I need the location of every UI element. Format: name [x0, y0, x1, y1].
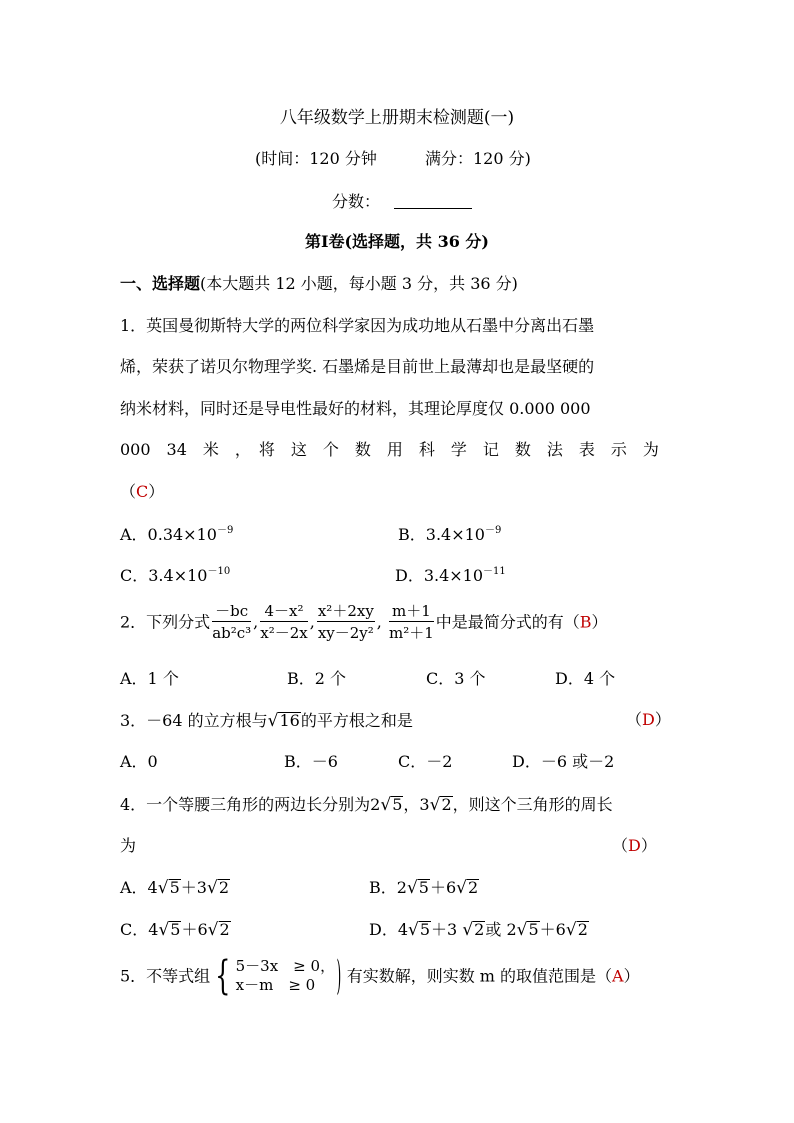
q4-b-label: B．2 [369, 878, 407, 897]
q2-fraction-4 [389, 602, 434, 642]
q2-stem: 2．下列分式 $\frac{-bc}{\text{ab²c³}}$ , $\frac{\text{4－x²}}{\text{x²－2x}}$ , $\frac{\text{x²＋2xy}}{\text{xy－2y²}}$ , $\frac{m+1}{\text{m²＋1}}$ 中是最简分式的有（B） [120, 602, 608, 642]
q4-stem-a: 4．一个等腰三角形的两边长分别为2 [120, 795, 381, 814]
q2-option-c: C．3 个 [426, 669, 486, 688]
q3-stem-b: 的平方根之和是 [300, 711, 413, 730]
q1-paren-close: ） [148, 482, 165, 501]
q2-f2-num: 4－x² [260, 602, 307, 622]
q1-a-label: A．0.34×10 [120, 525, 217, 544]
q4-b-r2: 2 [468, 878, 479, 897]
q4-radicand-1: 5 [392, 795, 403, 814]
q1-line2: 烯，荣获了诺贝尔物理学奖. 石墨烯是目前世上最薄却也是最坚硬的 [120, 357, 595, 376]
q1-option-c [120, 567, 230, 584]
q2-fraction-3 [317, 602, 375, 642]
q4-line2: 为 [120, 836, 137, 855]
q2-fraction-2 [260, 602, 307, 642]
q1-paren-open: （ [120, 482, 137, 501]
q2-option-d: D．4 个 [555, 669, 616, 688]
q4-a-r2: 2 [218, 878, 229, 897]
q5-stem [120, 953, 640, 999]
q2-close: ） [591, 612, 608, 632]
q1-a-exp: －9 [216, 525, 234, 536]
q1-option-b [398, 526, 501, 543]
q4-a-r1: 5 [169, 878, 180, 897]
q1-answer: C [136, 482, 149, 501]
q4-paren-close: ） [640, 836, 657, 855]
q4-b-mid: ＋6 [429, 878, 457, 897]
q4-a-label: A．4 [120, 878, 158, 897]
q1-line3: 纳米材料，同时还是导电性最好的材料，其理论厚度仅 0.000 000 [120, 399, 591, 418]
q4-option-a [120, 879, 230, 897]
q4-stem-b: ，则这个三角形的周长 [452, 795, 613, 814]
q4-option-c [120, 921, 231, 939]
q2-f2-den: x²－2x [260, 624, 308, 642]
q2-f1-den: ab²c³ [212, 624, 252, 642]
score-row [332, 194, 472, 210]
q1-c-exp: －10 [207, 566, 231, 577]
q4-mid: ，3 [403, 795, 430, 814]
section-head: 一、选择题 [120, 274, 201, 293]
q4-c-label: C．4 [120, 920, 159, 939]
part-title: 第Ⅰ卷(选择题，共 36 分) [304, 232, 490, 251]
q4-d-r2: 2 [474, 920, 485, 939]
q4-a-mid: ＋3 [180, 878, 207, 897]
q5-ineq-1: 5－3x ≥ 0， [235, 957, 336, 975]
q4-c-r2: 2 [219, 920, 230, 939]
section-note: (本大题共 12 小题，每小题 3 分，共 36 分) [200, 274, 518, 293]
full-score: 满分：120 分) [425, 149, 531, 168]
q3-paren-open: （ [626, 710, 643, 729]
q3-option-b: B．－6 [284, 752, 338, 771]
q4-d-or: 或 2 [485, 920, 517, 939]
q4-d-mid2: ＋6 [539, 920, 566, 939]
q2-f3-num: x²＋2xy [317, 602, 374, 620]
score-blank [394, 194, 472, 209]
q5-tail: 有实数解，则实数 m 的取值范围是（ [346, 966, 613, 986]
q3-answer: D [642, 710, 655, 729]
q2-f3-den: xy－2y² [317, 624, 374, 642]
radical-icon: √ [408, 920, 419, 940]
q4-d-r4: 2 [577, 920, 588, 939]
q4-d-label: D．4 [369, 920, 409, 939]
q5-inequality-system [236, 957, 335, 995]
q4-c-mid: ＋6 [181, 920, 208, 939]
q1-d-exp: －11 [483, 566, 506, 577]
q4-option-d [369, 921, 589, 939]
left-brace-icon: { [215, 953, 231, 999]
radical-icon: √ [157, 878, 169, 898]
q2-fraction-1 [212, 602, 251, 642]
q1-d-label: D．3.4×10 [395, 566, 484, 585]
q5-lead: 5．不等式组 [120, 966, 211, 986]
q1-line4: 000 34 米 ， 将 这 个 数 用 科 学 记 数 法 表 示 为 [120, 440, 659, 459]
q3-option-c: C．－2 [398, 752, 453, 771]
page-title: 八年级数学上册期末检测题(一) [279, 108, 515, 128]
time-limit: (时间：120 分钟 [255, 149, 377, 168]
q4-c-r1: 5 [170, 920, 181, 939]
q4-option-b [369, 879, 479, 897]
q2-option-b: B．2 个 [287, 669, 347, 688]
q2-option-a: A．1 个 [120, 669, 179, 688]
section-heading [120, 276, 518, 292]
q2-f1-num: －bc [212, 602, 251, 622]
q4-d-r3: 5 [528, 920, 539, 939]
q1-b-label: B．3.4×10 [398, 525, 485, 544]
q2-tail: 中是最简分式的有（ [435, 612, 580, 632]
q3-option-a: A．0 [120, 752, 158, 771]
q1-b-exp: －9 [484, 525, 502, 536]
radical-icon: √ [462, 920, 474, 940]
q4-radicand-2: 2 [441, 795, 452, 814]
q3-radicand: 16 [279, 711, 300, 730]
q3-option-d: D．－6 或－2 [512, 752, 615, 771]
q3-answer-row [626, 712, 671, 728]
q5-close: ） [623, 966, 640, 986]
radical-icon: √ [565, 920, 577, 940]
q5-answer: A [612, 966, 624, 986]
q3-stem [120, 712, 413, 730]
q4-d-mid: ＋3 [431, 920, 463, 939]
q2-lead: 2．下列分式 [120, 612, 211, 632]
q2-answer: B [579, 612, 592, 632]
radical-icon: √ [456, 878, 468, 898]
q1-option-d [395, 567, 506, 584]
q3-stem-a: 3．－64 的立方根与 [120, 711, 268, 730]
q4-radical-icon: √ [380, 795, 392, 815]
q4-radical-icon: √ [429, 795, 441, 815]
q4-answer-row [612, 838, 657, 854]
radical-icon: √ [516, 920, 528, 940]
q4-d-r1: 5 [419, 920, 431, 939]
q3-radical-icon: √ [267, 711, 279, 731]
q4-stem [120, 796, 613, 814]
score-label: 分数： [332, 192, 381, 211]
q1-c-label: C．3.4×10 [120, 566, 208, 585]
q4-answer: D [628, 836, 641, 855]
right-paren-icon: ) [336, 953, 342, 999]
q1-line1: 1．英国曼彻斯特大学的两位科学家因为成功地从石墨中分离出石墨 [120, 316, 595, 335]
radical-icon: √ [406, 878, 418, 898]
q2-f4-num: m＋1 [389, 602, 434, 622]
q2-f4-den: m²＋1 [388, 624, 434, 642]
q1-answer-row [120, 484, 164, 500]
q5-ineq-2: x－m ≥ 0 [235, 976, 316, 994]
radical-icon: √ [207, 920, 219, 940]
radical-icon: √ [158, 920, 170, 940]
q3-paren-close: ） [654, 710, 671, 729]
q4-paren-open: （ [612, 836, 629, 855]
radical-icon: √ [206, 878, 218, 898]
q4-b-r1: 5 [418, 878, 429, 897]
q1-option-a [120, 526, 233, 543]
